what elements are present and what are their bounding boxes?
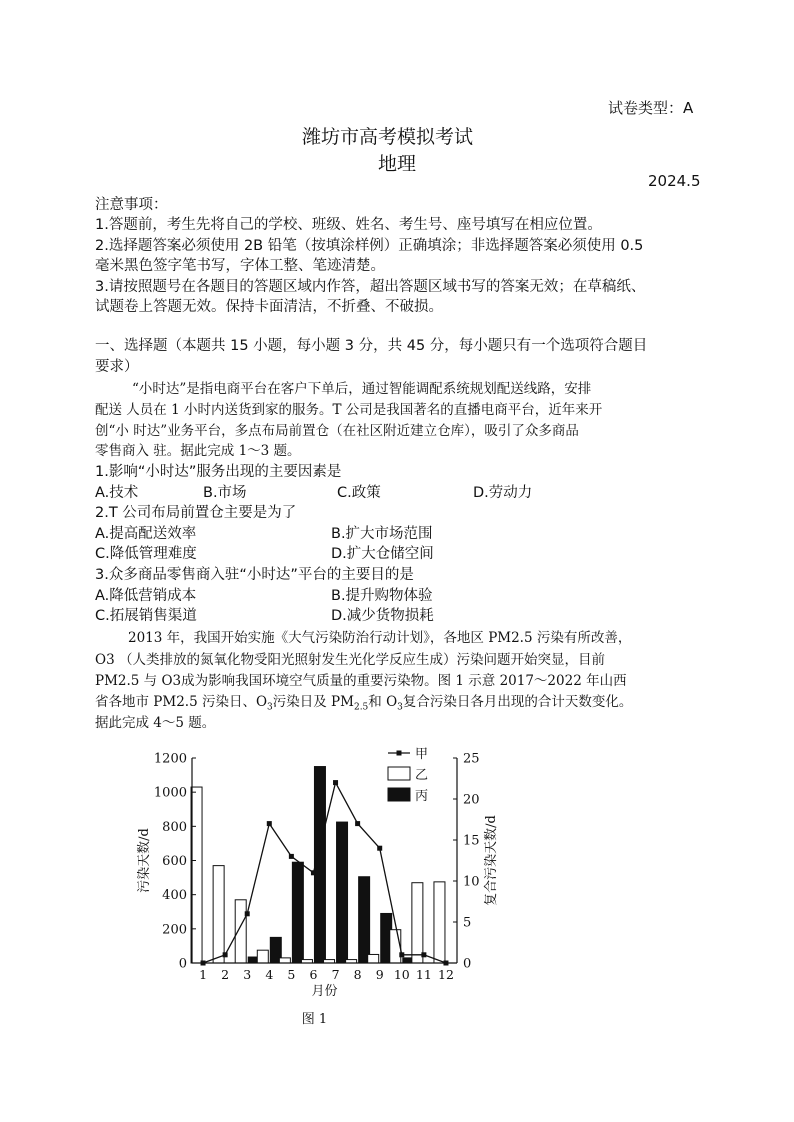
bar-bing — [337, 822, 348, 963]
right-tick-label: 15 — [463, 833, 480, 849]
x-tick-label: 4 — [265, 967, 274, 982]
figure-1-chart — [130, 738, 530, 1038]
bar-bing — [314, 767, 325, 963]
q1-option-b: B.市场 — [203, 485, 247, 501]
legend-jia-marker — [397, 751, 402, 756]
right-tick-label: 20 — [463, 792, 480, 808]
x-tick-label: 3 — [243, 967, 252, 982]
figure-caption: 图 1 — [301, 1012, 328, 1027]
q1-option-a: A.技术 — [95, 485, 139, 501]
exam-date: 2024.5 — [648, 172, 701, 190]
bar-yi — [235, 900, 246, 963]
q2-option-a: A.提高配送效率 — [95, 526, 197, 542]
notice-item-3: 3.请按照题号在各题目的答题区域内作答，超出答题区域书写的答案无效；在草稿纸、 — [95, 279, 646, 295]
line-jia-point — [289, 854, 294, 859]
x-axis-title: 月份 — [311, 984, 338, 999]
x-tick-label: 6 — [309, 967, 318, 982]
exam-title: 潍坊市高考模拟考试 — [302, 126, 474, 148]
line-jia-point — [223, 952, 228, 957]
left-axis-title: 污染天数/d — [137, 828, 152, 893]
left-tick-label: 1200 — [153, 751, 187, 767]
line-jia-point — [267, 821, 272, 826]
line-jia-point — [333, 780, 338, 785]
left-tick-label: 0 — [178, 956, 187, 972]
left-tick-label: 600 — [162, 854, 187, 869]
bar-yi — [191, 787, 202, 963]
passage2-line4: 省各地市 PM2.5 污染日、$O_3$污染日及 $PM_{2.5}$和 $O_3$复合污染日各月出现的合计天数变化。 — [95, 694, 633, 713]
q1-option-c: C.政策 — [337, 485, 381, 501]
passage2-line2: O3 （人类排放的氮氧化物受阳光照射发生光化学反应生成）污染问题开始突显，目前 — [95, 652, 605, 668]
bar-yi — [213, 866, 224, 963]
passage2-line1: 2013 年，我国开始实施《大气污染防治行动计划》，各地区 PM2.5 污染有所改善， — [128, 630, 632, 646]
passage1-line1: “小时达”是指电商平台在客户下单后，通过智能调配系统规划配送线路，安排 — [132, 381, 592, 397]
legend-bing-swatch — [388, 788, 410, 801]
q3-option-b: B.提升购物体验 — [331, 588, 433, 604]
x-tick-label: 11 — [415, 967, 432, 982]
x-tick-label: 12 — [438, 967, 454, 982]
left-tick-label: 400 — [162, 888, 187, 904]
legend-yi-swatch — [388, 767, 410, 780]
right-tick-label: 5 — [463, 915, 472, 931]
line-jia-point — [355, 821, 360, 826]
q3-option-d: D.减少货物损耗 — [331, 608, 434, 624]
x-tick-label: 9 — [375, 967, 384, 982]
right-axis-title: 复合污染天数/d — [484, 815, 499, 906]
line-jia-point — [399, 952, 404, 957]
legend-bing-label: 丙 — [415, 789, 429, 804]
passage2-line3: PM2.5 与 O3成为影响我国环境空气质量的重要污染物。图 1 示意 2017～2022 年山西 — [95, 673, 627, 689]
x-tick-label: 8 — [353, 967, 362, 982]
q2-option-c: C.降低管理难度 — [95, 546, 197, 562]
bar-bing — [292, 862, 303, 963]
q2-stem: 2.T 公司布局前置仓主要是为了 — [95, 505, 297, 521]
x-tick-label: 5 — [287, 967, 296, 982]
notice-item-2-cont: 毫米黑色签字笔书写，字体工整、笔迹清楚。 — [95, 258, 385, 274]
line-jia-point — [377, 846, 382, 851]
q1-stem: 1.影响“小时达”服务出现的主要因素是 — [95, 464, 342, 480]
right-tick-label: 25 — [463, 751, 480, 767]
q2-option-d: D.扩大仓储空间 — [331, 546, 434, 562]
x-tick-label: 7 — [331, 967, 340, 982]
q2-option-b: B.扩大市场范围 — [331, 526, 433, 542]
left-tick-label: 1000 — [153, 785, 187, 801]
passage2-line5: 据此完成 4～5 题。 — [95, 715, 216, 731]
subject-title: 地理 — [378, 153, 417, 175]
passage1-line2: 配送 人员在 1 小时内送货到家的服务。T 公司是我国著名的直播电商平台，近年来开 — [95, 402, 603, 418]
notice-item-1: 1.答题前，考生先将自己的学校、班级、姓名、考生号、座号填写在相应位置。 — [95, 217, 602, 233]
paper-type: 试卷类型：A — [608, 99, 694, 117]
q1-option-d: D.劳动力 — [473, 485, 533, 501]
section-heading: 一、选择题（本题共 15 小题，每小题 3 分，共 45 分，每小题只有一个选项符合题目 — [95, 338, 648, 354]
passage1-line4: 零售商入 驻。据此完成 1～3 题。 — [95, 443, 301, 459]
q3-option-a: A.降低营销成本 — [95, 588, 197, 604]
section-heading-cont: 要求） — [95, 359, 139, 375]
bar-yi — [257, 950, 268, 963]
bar-yi — [390, 930, 401, 963]
left-tick-label: 200 — [162, 922, 187, 938]
q3-stem: 3.众多商品零售商入驻“小时达”平台的主要目的是 — [95, 567, 414, 583]
x-tick-label: 10 — [393, 967, 410, 982]
line-jia-point — [245, 911, 250, 916]
notice-item-3-cont: 试题卷上答题无效。保持卡面清洁，不折叠、不破损。 — [95, 299, 443, 315]
line-jia-point — [421, 952, 426, 957]
passage1-line3: 创“小 时达”业务平台，多点布局前置仓（在社区附近建立仓库），吸引了众多商品 — [95, 423, 579, 439]
line-jia-point — [311, 870, 316, 875]
left-tick-label: 800 — [162, 819, 187, 835]
right-tick-label: 10 — [463, 874, 480, 890]
q3-option-c: C.拓展销售渠道 — [95, 608, 197, 624]
notice-item-2: 2.选择题答案必须使用 2B 铅笔（按填涂样例）正确填涂；非选择题答案必须使用 0.5 — [95, 238, 644, 254]
x-tick-label: 2 — [221, 967, 230, 982]
bar-yi — [368, 954, 379, 963]
bar-yi — [412, 883, 423, 963]
legend-jia-label: 甲 — [415, 747, 429, 762]
legend-yi-label: 乙 — [415, 768, 429, 783]
notice-heading: 注意事项： — [95, 197, 168, 213]
bar-yi — [279, 958, 290, 963]
bar-yi — [434, 882, 445, 963]
x-tick-label: 1 — [199, 967, 208, 982]
bar-bing — [359, 877, 370, 963]
right-tick-label: 0 — [463, 956, 472, 972]
